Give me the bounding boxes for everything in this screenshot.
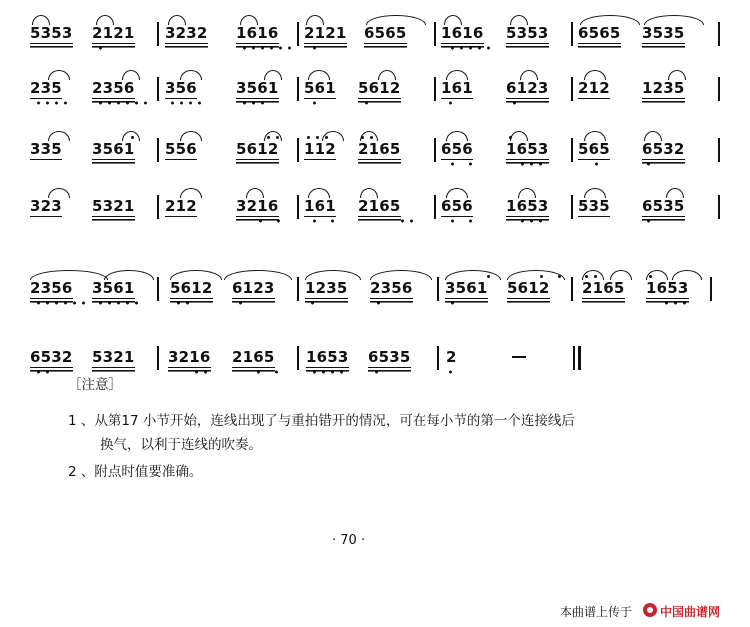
barline <box>157 346 159 370</box>
note-group: 556 <box>165 140 197 158</box>
low-octave-dots <box>466 162 475 166</box>
low-octave-dots <box>96 101 150 105</box>
barline <box>297 22 299 46</box>
low-octave-dots <box>310 101 319 105</box>
low-octave-dots <box>240 46 294 50</box>
slur <box>666 188 684 198</box>
note-group: 5353 <box>506 24 549 42</box>
barline <box>718 138 720 162</box>
low-octave-dots <box>274 219 283 223</box>
slur <box>510 15 528 25</box>
note-group: 3561 <box>236 79 279 97</box>
high-octave-dot <box>558 275 561 278</box>
slur <box>306 15 324 25</box>
slur <box>446 188 468 198</box>
high-octave-dot <box>594 275 597 278</box>
low-octave-dots <box>644 219 653 223</box>
note-group: 6535 <box>368 348 411 366</box>
high-octave-dot <box>325 136 328 139</box>
note-group: 3216 <box>168 348 211 366</box>
slur <box>644 15 704 25</box>
slur <box>224 270 292 280</box>
slur <box>584 131 606 141</box>
high-octave-dot <box>131 136 134 139</box>
note-group: 235 <box>30 79 62 97</box>
note-group: 161 <box>304 197 336 215</box>
note-item-1-line-2: 换气，以利于连线的吹奏。 <box>100 437 262 453</box>
slur <box>246 188 264 198</box>
low-octave-dots <box>362 101 371 105</box>
note-group: 5612 <box>236 140 279 158</box>
slur <box>30 270 108 280</box>
low-octave-dots <box>236 301 245 305</box>
slur <box>584 70 606 80</box>
slur <box>507 270 565 280</box>
note-group: 212 <box>578 79 610 97</box>
final-note: 2 <box>446 348 457 366</box>
note-group: 112 <box>304 140 336 158</box>
brand-name: 中国曲谱网 <box>660 605 721 619</box>
slur <box>644 131 662 141</box>
note-group: 5612 <box>507 279 550 297</box>
slur <box>668 70 686 80</box>
slur <box>445 270 501 280</box>
low-octave-dots <box>374 301 383 305</box>
slur <box>672 270 702 280</box>
low-octave-dots <box>308 301 317 305</box>
note-group: 6123 <box>232 279 275 297</box>
barline <box>571 22 573 46</box>
slur <box>378 70 396 80</box>
note-group: 5321 <box>92 348 135 366</box>
barline <box>297 138 299 162</box>
note-group: 2165 <box>232 348 275 366</box>
high-octave-dot <box>276 136 279 139</box>
low-octave-dots <box>34 101 70 105</box>
slur <box>360 188 378 198</box>
note-group: 3561 <box>445 279 488 297</box>
note-group: 1653 <box>306 348 349 366</box>
barline <box>434 77 436 101</box>
note-group: 2121 <box>304 24 347 42</box>
low-octave-dots <box>448 162 457 166</box>
barline <box>434 138 436 162</box>
slur <box>48 188 70 198</box>
low-octave-dots <box>272 370 281 374</box>
slur <box>370 270 432 280</box>
note-item-2: 2 、附点时值要准确。 <box>68 464 203 480</box>
qupu-logo-icon <box>643 603 657 617</box>
note-group: 2165 <box>582 279 625 297</box>
low-octave-dots <box>518 219 545 223</box>
low-octave-dots <box>310 370 346 374</box>
low-octave-dots <box>192 370 210 374</box>
note-group: 6532 <box>642 140 685 158</box>
note-group: 1616 <box>441 24 484 42</box>
note-group: 2165 <box>358 140 401 158</box>
high-octave-dot <box>316 136 319 139</box>
low-octave-dots <box>518 162 545 166</box>
barline <box>718 195 720 219</box>
high-octave-dot <box>585 275 588 278</box>
barline <box>434 195 436 219</box>
note-group: 1653 <box>506 197 549 215</box>
note-group: 2356 <box>370 279 413 297</box>
barline <box>297 346 299 370</box>
barline <box>571 77 573 101</box>
slur <box>446 70 468 80</box>
low-octave-dots <box>510 101 519 105</box>
slur <box>32 15 50 25</box>
low-octave-dots <box>448 301 457 305</box>
low-octave-dots <box>448 219 457 223</box>
low-octave-dots <box>662 301 689 305</box>
slur <box>308 188 330 198</box>
duration-dash <box>512 356 526 358</box>
slur <box>180 131 202 141</box>
final-barline <box>573 346 575 370</box>
slur <box>446 131 468 141</box>
low-octave-dots <box>310 219 319 223</box>
low-octave-dots <box>96 301 141 305</box>
low-octave-dots <box>34 370 52 374</box>
barline <box>718 77 720 101</box>
barline <box>297 277 299 301</box>
low-octave-dots <box>644 162 653 166</box>
low-octave-dots <box>446 370 455 374</box>
note-group: 212 <box>165 197 197 215</box>
note-group: 5321 <box>92 197 135 215</box>
barline <box>437 346 439 370</box>
note-group: 335 <box>30 140 62 158</box>
notes-header: ［注意］ <box>68 377 122 393</box>
page-number: · 70 · <box>332 533 366 548</box>
slur <box>444 15 462 25</box>
low-octave-dots <box>592 162 601 166</box>
barline <box>297 77 299 101</box>
note-group: 656 <box>441 140 473 158</box>
note-item-1-line-1: 1 、从第17 小节开始，连线出现了与重拍错开的情况，可在每小节的第一个连接线后 <box>68 413 575 429</box>
low-octave-dots <box>254 370 263 374</box>
slur <box>168 15 186 25</box>
slur <box>510 131 528 141</box>
note-group: 3561 <box>92 279 135 297</box>
slur <box>518 188 536 198</box>
slur <box>366 15 426 25</box>
note-group: 1653 <box>506 140 549 158</box>
note-group: 3216 <box>236 197 279 215</box>
high-octave-dot <box>361 136 364 139</box>
note-group: 656 <box>441 197 473 215</box>
barline <box>434 22 436 46</box>
barline <box>718 22 720 46</box>
slur <box>48 70 70 80</box>
low-octave-dots <box>34 301 88 305</box>
slur <box>180 70 202 80</box>
slur <box>264 70 282 80</box>
slur <box>520 70 538 80</box>
barline <box>571 138 573 162</box>
barline <box>157 77 159 101</box>
low-octave-dots <box>466 219 475 223</box>
barline <box>571 277 573 301</box>
note-group: 1616 <box>236 24 279 42</box>
note-group: 1235 <box>642 79 685 97</box>
note-group: 6535 <box>642 197 685 215</box>
note-group: 6532 <box>30 348 73 366</box>
slur <box>104 270 154 280</box>
note-group: 356 <box>165 79 197 97</box>
note-group: 5612 <box>358 79 401 97</box>
low-octave-dots <box>256 219 265 223</box>
barline <box>710 277 712 301</box>
final-barline-thick <box>578 346 581 370</box>
note-group: 6123 <box>506 79 549 97</box>
barline <box>157 195 159 219</box>
note-group: 323 <box>30 197 62 215</box>
note-group: 2356 <box>30 279 73 297</box>
high-octave-dot <box>267 136 270 139</box>
slur <box>122 70 140 80</box>
low-octave-dots <box>168 101 204 105</box>
low-octave-dots <box>372 370 381 374</box>
upload-credit: 本曲谱上传于 <box>560 605 633 619</box>
barline <box>571 195 573 219</box>
high-octave-dot <box>307 136 310 139</box>
barline <box>437 277 439 301</box>
note-group: 5353 <box>30 24 73 42</box>
note-group: 6565 <box>364 24 407 42</box>
low-octave-dots <box>328 219 337 223</box>
high-octave-dot <box>370 136 373 139</box>
note-group: 2356 <box>92 79 135 97</box>
high-octave-dot <box>540 275 543 278</box>
slur <box>610 270 632 280</box>
note-group: 535 <box>578 197 610 215</box>
low-octave-dots <box>398 219 416 223</box>
slur <box>170 270 222 280</box>
low-octave-dots <box>96 46 105 50</box>
low-octave-dots <box>310 46 319 50</box>
barline <box>157 138 159 162</box>
note-group: 1653 <box>646 279 689 297</box>
slur <box>580 15 640 25</box>
note-group: 161 <box>441 79 473 97</box>
low-octave-dots <box>240 101 267 105</box>
slur <box>308 70 330 80</box>
slur <box>48 131 70 141</box>
low-octave-dots <box>448 46 493 50</box>
barline <box>157 22 159 46</box>
low-octave-dots <box>446 101 455 105</box>
barline <box>157 277 159 301</box>
slur <box>305 270 361 280</box>
high-octave-dot <box>649 275 652 278</box>
slur <box>240 15 258 25</box>
high-octave-dot <box>509 136 512 139</box>
note-group: 5612 <box>170 279 213 297</box>
note-group: 561 <box>304 79 336 97</box>
barline <box>297 195 299 219</box>
slur <box>584 188 606 198</box>
slur <box>96 15 114 25</box>
note-group: 3535 <box>642 24 685 42</box>
note-group: 2165 <box>358 197 401 215</box>
low-octave-dots <box>174 301 192 305</box>
high-octave-dot <box>487 275 490 278</box>
slur <box>180 188 202 198</box>
note-group: 6565 <box>578 24 621 42</box>
note-group: 1235 <box>305 279 348 297</box>
note-group: 3232 <box>165 24 208 42</box>
note-group: 2121 <box>92 24 135 42</box>
note-group: 565 <box>578 140 610 158</box>
note-group: 3561 <box>92 140 135 158</box>
